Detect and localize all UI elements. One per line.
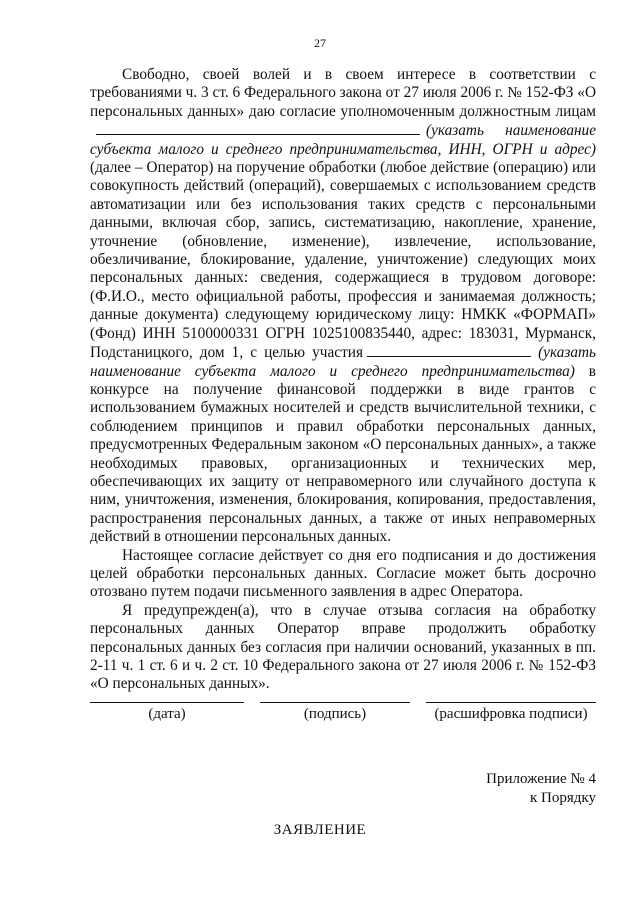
consent-middle-text: (далее – Оператор) на поручение обработки (любое действие (операцию) или совокупность действий (операций), совершаемых с использованием средств автоматизации или без использования таких средств с персональными данными, включая сбор, запись, систематизацию, накопление, хранение, уточнение (обновление, изменение), извлечение, использование, обезличивание, блокирование, удаление, уничтожение) следующих моих персональных данных: сведения, содержащиеся в трудовом договоре: (Ф.И.О., место официальной работы, профессия и занимаемая должность; данные документа) следующему юридическому лицу: НМКК «ФОРМАП» (Фонд) ИНН 5100000331 ОГРН 1025100835440, адрес: 183031, Мурманск, Подстаницкого, дом 1, с целью участия (90, 159, 596, 362)
date-line (90, 702, 244, 703)
signature-block (90, 702, 596, 732)
page-number: 27 (314, 36, 326, 50)
participant-name-blank (367, 343, 531, 357)
appendix-reference (486, 770, 596, 808)
signature-line (260, 702, 410, 703)
date-label: (дата) (148, 706, 186, 722)
decoding-line (426, 702, 596, 703)
participant-hint: (указать наименование субъекта малого и среднего предпринимательства) (90, 344, 596, 380)
consent-text (90, 66, 596, 694)
consent-tail-text: в конкурсе на получение финансовой поддержки в виде грантов с использованием бумажных носителей и средств вычислительной техники, с соблюдением принципов и правил обработки персональных данных, предусмотренных Федеральным законом «О персональных данных», а также необходимых правовых, организационных и технических мер, обеспечивающих их защиту от неправомерного или случайного доступа к ним, уничтожения, изменения, блокирования, копирования, предоставления, распространения персональных данных, а также от иных неправомерных действий в отношении персональных данных. (90, 362, 596, 546)
consent-paragraph-3: Я предупрежден(а), что в случае отзыва согласия на обработку персональных данных Оператор вправе продолжить обработку персональных данных без согласия при наличии оснований, указанных в пп. 2-11 ч. 1 ст. 6 и ч. 2 ст. 10 Федерального закона от 27 июля 2006 г. № 152-ФЗ «О персональных данных». (90, 601, 596, 693)
consent-lead-text: Свободно, своей волей и в своем интересе в соответствии с требованиями ч. 3 ст. 6 Федерального закона от 27 июля 2006 г. № 152-ФЗ «О персональных данных» даю согласие уполномоченным должностным лицам (90, 66, 596, 120)
statement-title: ЗАЯВЛЕНИЕ (273, 822, 367, 838)
consent-paragraph-1 (90, 66, 596, 547)
consent-paragraph-2: Настоящее согласие действует со дня его подписания и до достижения целей обработки персональных данных. Согласие может быть досрочно отозвано путем подачи письменного заявления в адрес Оператора. (90, 546, 596, 601)
appendix-number: Приложение № 4 (486, 771, 596, 787)
operator-name-blank (96, 121, 420, 135)
appendix-order: к Порядку (530, 790, 596, 806)
signature-label: (подпись) (303, 706, 367, 722)
operator-hint: (указать наименование субъекта малого и среднего предпринимательства, ИНН, ОГРН и адрес) (90, 122, 596, 158)
decoding-label: (расшифровка подписи) (434, 706, 588, 722)
